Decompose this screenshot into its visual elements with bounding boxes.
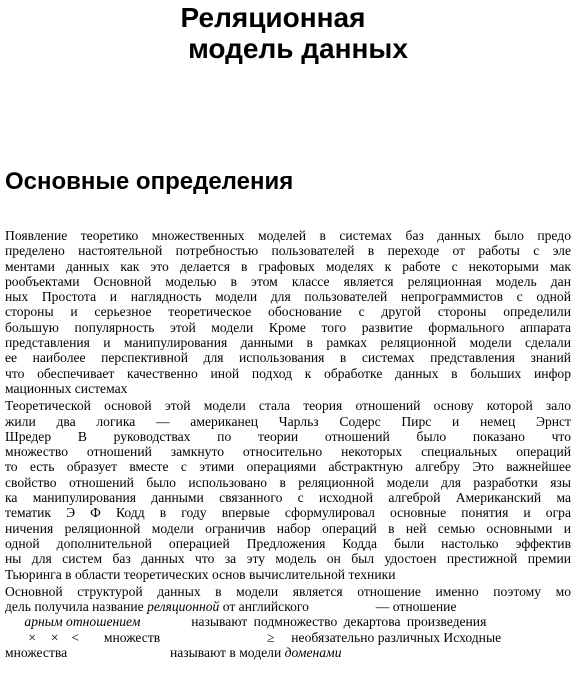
section-heading: Основные определения [5,168,294,195]
text-line: ка манипулирования данными связанного с исходной алгеброй Американский ма [5,490,571,506]
text-line [5,645,571,660]
text-line: рообъектами Основной моделью в этом классе является реляционная модель дан [5,273,571,289]
symbol-times: × [50,629,59,645]
term-relational: реляционной [147,599,220,615]
paragraph-3 [5,584,571,660]
text-line: жили два логика — американец Чарльз Содерс Пирс и немец Эрнст [5,413,571,429]
text-line: Появление теоретико множественных моделей в системах баз данных было предо [5,228,571,243]
paragraph-2 [5,398,571,582]
text-line: ны для систем баз данных что за эту модель он был удостоен престижной премии [5,551,571,567]
text-line: большую популярность этой модели Кроме того развитие формального аппарата [5,319,571,335]
text-line [5,599,571,614]
text-fragment: множеств [103,629,161,645]
text-line: пределено настоятельной потребностью пользователей в переходе от работы с эле [5,243,571,259]
symbol-times: × [28,629,37,645]
chapter-title-line-2: модель данных [188,33,408,64]
term-ary: арным [24,614,63,630]
text-line: тематик Э Ф Кодд в году впервые сформулировал основные понятия и огра [5,505,571,521]
term-domains: доменами [284,645,342,661]
text-fragment: — отношение [375,599,457,615]
text-line: стороны и серьезное теоретическое обоснование с другой стороны определили [5,304,571,320]
text-line: множество отношений замкнуто относительно некоторых специальных операций [5,444,571,460]
text-line: ее наиболее перспективной для использования в системах представления знаний [5,350,571,366]
text-line: Шредер В руководствах по теории отношений было показано что [5,428,571,444]
text-fragment: дель получила название [5,599,144,615]
text-fragment: называют в модели [169,645,282,661]
text-line: ничения реляционной модели ограничив набор операций в ней семью основными и [5,520,571,536]
paragraph-1 [5,228,571,396]
symbol-less-than: < [71,629,80,645]
text-line: ных Простота и наглядность модели для пользователей непрограммистов с одной [5,289,571,305]
text-line: ментами данных как это делается в графовых моделях к работе с некоторыми мак [5,258,571,274]
text-line: представления и манипулирования данными в рамках реляционной модели сделали [5,335,571,351]
text-fragment: от английского [222,599,309,615]
chapter-title [0,2,574,64]
text-line: одной дополнительной операцией Предложения Кодда были настолько эффектив [5,535,571,551]
text-line: то есть образует вместе с этими операциями абстрактную алгебру Это важнейшее [5,459,571,475]
text-line: что обеспечивает качественно иной подход к обработке данных в больших инфор [5,365,571,381]
text-line: свойство отношений было использовано в реляционной модели для разработки язы [5,474,571,490]
text-line [5,614,571,629]
text-line: Тьюринга в области теоретических основ вычислительной техники [5,566,396,582]
text-line: мационных системах [5,380,128,396]
text-line: Теоретической основой этой модели стала теория отношений основу которой зало [5,398,571,414]
term-relation: отношением [66,614,141,630]
text-fragment: называют подмножество декартова произведения [191,614,487,630]
body-text [5,228,571,660]
text-line [5,630,571,645]
text-fragment: необязательно различных Исходные [291,629,502,645]
chapter-title-line-1: Реляционная [180,2,366,33]
text-line: Основной структурой данных в модели является отношение именно поэтому мо [5,583,571,599]
symbol-greater-equal: ≥ [267,629,275,645]
text-fragment: множества [5,645,68,661]
